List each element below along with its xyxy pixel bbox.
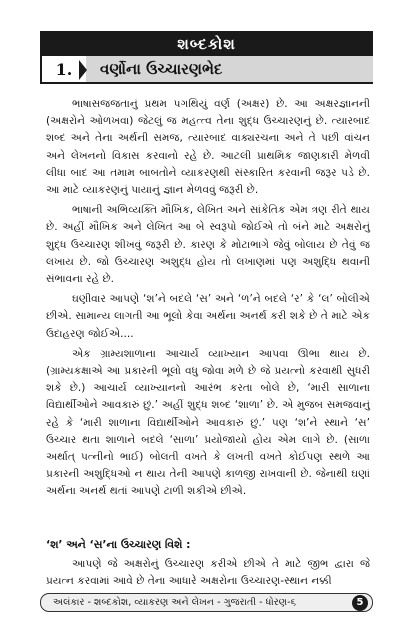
chapter-arrow-icon — [79, 60, 87, 80]
last-paragraph: આપણે જે અક્ષરોનું ઉચ્ચારણ કરીએ છીએ તે માટે જીભ દ્વારા જે પ્રયત્ન કરવામાં આવે છે તેના આધારે અક્ષરોના ઉચ્ચારણ-સ્થાન નક્કી — [46, 558, 370, 588]
section-title-band — [40, 31, 373, 56]
section-title: શબ્દકોશ — [177, 34, 236, 53]
chapter-number-box — [42, 56, 86, 82]
chapter-number: 1. — [55, 59, 73, 79]
subheading: ‘શ’ અને ‘સ’ના ઉચ્ચારણ વિશે : — [46, 538, 191, 551]
paragraph-2: ભાષાની અભિવ્યક્તિ મૌખિક, લેખિત અને સાંકેતિક એમ ત્રણ રીતે થાય છે. અહીં મૌખિક અને લેખિત આ બે સ્વરૂપો જોઈએ તો બંને માટે અક્ષરોનું શુદ્ધ ઉચ્ચારણ શીખવું જરૂરી છે. કારણ કે મોટાભાગે જેવું બોલાય છે તેવું જ લખાય છે. જો ઉચ્ચારણ અશુદ્ધ હોય તો લખાણમાં પણ અશુદ્ધિ થવાની સંભાવના રહે છે. — [46, 204, 370, 286]
chapter-title: વર્ણોના ઉચ્ચારણભેદ — [86, 56, 373, 82]
paragraph-1: ભાષાસજજતાનું પ્રથમ પગથિયું વર્ણ (અક્ષર) છે. આ અક્ષરજ્ઞાનની (અક્ષરોને ઓળખવા) જેટલું જ મહત્ત્વ તેના શુદ્ધ ઉચ્ચારણનું છે. ત્યારબાદ શબ્દ અને તેના અર્થની સમજ, ત્યારબાદ વાક્યરચના અને તે પછી વાંચન અને લેખનનો વિકાસ કરવાનો રહે છે. આટલી પ્રાથમિક જાણકારી મેળવી લીધા બાદ આ તમામ બાબતોને વ્યાકરણથી સંસ્કારિત કરવાની જરૂર પડે છે. આ માટે વ્યાકરણનું પાયાનું જ્ઞાન મેળવવું જરૂરી છે. — [46, 98, 370, 197]
page-footer — [40, 593, 373, 612]
paragraph-3: ઘણીવાર આપણે ‘શ’ને બદલે ‘સ’ અને ‘ળ’ને બદલે ‘ર’ કે ‘લ’ બોલીએ છીએ. સામાન્ય લાગતી આ ભૂલો કેવા અર્થના અનર્થ કરી શકે છે તે માટે એક ઉદાહરણ જોઈએ.... — [46, 293, 370, 340]
chapter-heading — [40, 56, 373, 84]
body-text — [46, 96, 370, 501]
footer-text: અલંકાર - શબ્દકોશ, વ્યાકરણ અને લેખન - ગુજરાતી - ધોરણ-૬ — [53, 597, 296, 608]
page-number: 5 — [352, 595, 368, 611]
paragraph-4: એક ગ્રામ્યશાળાના આચાર્ય વ્યાખ્યાન આપવા ઊભા થાય છે. (ગ્રામ્યકક્ષાએ આ પ્રકારની ભૂલો વધુ જોવા મળે છે જે પ્રયત્નો કરવાથી સુધરી શકે છે.) આચાર્ય વ્યાખ્યાનનો આરંભ કરતા બોલે છે, ‘મારી સાળાના વિદ્યાર્થીઓને આવકારું છું.’ અહીં શુદ્ધ શબ્દ ‘શાળા’ છે. એ મુજબ સમજવાનું રહે કે ‘મારી શાળાના વિદ્યાર્થીઓને આવકારું છું.’ પણ ‘શ’ને સ્થાને ‘સ’ ઉચ્ચાર થતા શાળાને બદલે ‘સાળા’ પ્રયોજાયો હોય એમ લાગે છે. (સાળા અર્થાત્ પત્નીનો ભાઈ) બોલતી વખતે કે લખતી વખતે કોઈપણ સ્થળે આ પ્રકારની અશુદ્ધિઓ ન થાય તેની આપણે કાળજી રાખવાની છે. જેનાથી ઘણાં અર્થના અનર્થ થતાં આપણે ટાળી શકીએ છીએ. — [46, 347, 370, 498]
